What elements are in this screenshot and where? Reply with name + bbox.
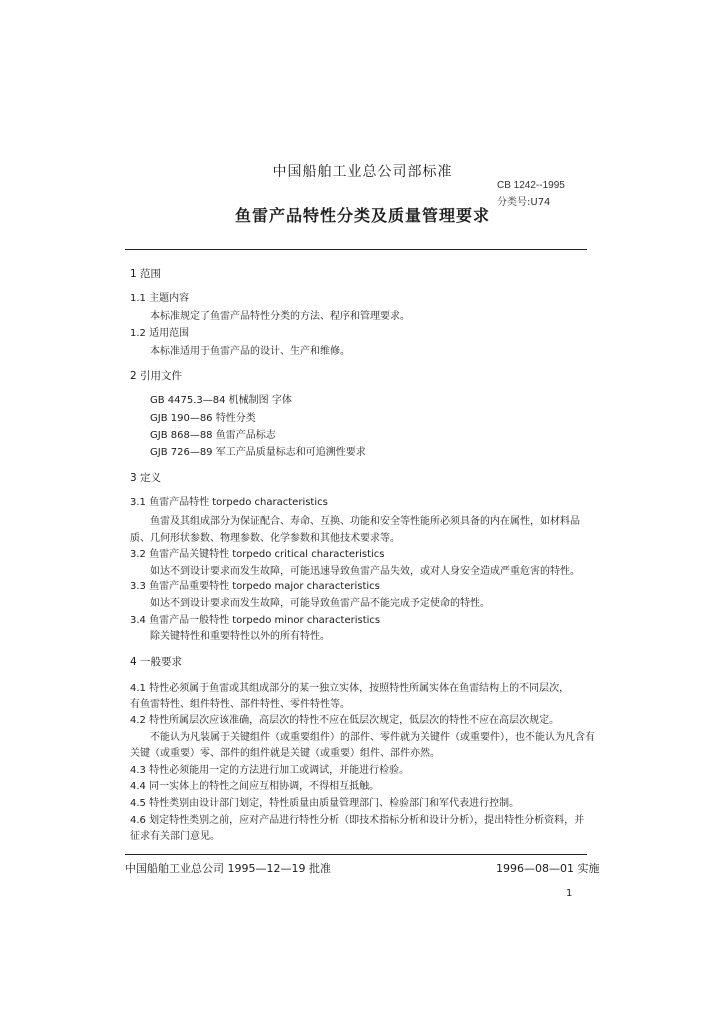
section-heading: 2 引用文件 [130, 370, 183, 382]
paragraph-line: 4.4 同一实体上的特性之间应互相协调，不得相互抵触。 [130, 781, 380, 792]
definition-heading: 3.1 鱼雷产品特性 torpedo characteristics [130, 497, 328, 508]
effective-date: 1996—08—01 实施 [496, 862, 600, 875]
paragraph-line: 有鱼雷特性、组件特性、部件特性、零件特性等。 [130, 699, 350, 710]
paragraph-line: 本标准规定了鱼雷产品特性分类的方法、程序和管理要求。 [150, 311, 410, 322]
paragraph-line: 如达不到设计要求而发生故障，可能迅速导致鱼雷产品失效，或对人身安全造成严重危害的特性。 [150, 566, 580, 577]
paragraph-line: 如达不到设计要求而发生故障，可能导致鱼雷产品不能完成予定使命的特性。 [150, 598, 490, 609]
standard-number: CB 1242--1995 [497, 180, 565, 191]
subsection-heading: 1.2 适用范围 [130, 328, 190, 339]
paragraph-line: 4.2 特性所属层次应该准确，高层次的特性不应在低层次规定，低层次的特性不应在高层次规定。 [130, 715, 560, 726]
subsection-heading: 1.1 主题内容 [130, 293, 190, 304]
definition-heading: 3.4 鱼雷产品一般特性 torpedo minor characteristics [130, 615, 381, 626]
page-number: 1 [566, 888, 573, 899]
reference-item: GJB 190—86 特性分类 [150, 413, 256, 424]
issuing-organization: 中国船舶工业总公司部标准 [272, 164, 453, 180]
paragraph-line: 质、几何形状参数、物理参数、化学参数和其他技术要求等。 [130, 533, 400, 544]
paragraph-line: 4.3 特性必须能用一定的方法进行加工或调试，并能进行检验。 [130, 765, 410, 776]
section-heading: 4 一般要求 [130, 656, 183, 668]
approval-date: 中国船舶工业总公司 1995—12—19 批准 [125, 862, 331, 875]
paragraph-line: 不能认为凡装属于关键组件（或重要组件）的部件、零件就为关键件（或重要件），也不能认为凡含有 [150, 732, 595, 743]
footer-divider [125, 854, 587, 855]
paragraph-line: 征求有关部门意见。 [130, 831, 220, 842]
paragraph-line: 鱼雷及其组成部分为保证配合、寿命、互换、功能和安全等性能所必须具备的内在属性，如材料品 [150, 516, 580, 527]
paragraph-line: 4.5 特性类别由设计部门划定，特性质量由质量管理部门、检验部门和军代表进行控制。 [130, 798, 520, 809]
reference-item: GJB 726—89 军工产品质量标志和可追溯性要求 [150, 447, 366, 458]
paragraph-line: 本标准适用于鱼雷产品的设计、生产和维修。 [150, 346, 350, 357]
classification-number: 分类号:U74 [497, 197, 551, 208]
definition-heading: 3.2 鱼雷产品关键特性 torpedo critical characteristics [130, 549, 385, 560]
document-title: 鱼雷产品特性分类及质量管理要求 [234, 206, 490, 225]
reference-item: GB 4475.3—84 机械制图 字体 [150, 395, 292, 406]
paragraph-line: 4.6 划定特性类别之前，应对产品进行特性分析（即技术指标分析和设计分析），提出特性分析资料，并 [130, 815, 585, 826]
section-heading: 3 定义 [130, 472, 162, 484]
section-heading: 1 范围 [130, 268, 162, 280]
reference-item: GJB 868—88 鱼雷产品标志 [150, 430, 276, 441]
paragraph-line: 4.1 特性必须属于鱼雷或其组成部分的某一独立实体，按照特性所属实体在鱼雷结构上的不同层次， [130, 683, 570, 694]
header-divider [125, 249, 587, 250]
paragraph-line: 除关键特性和重要特性以外的所有特性。 [150, 631, 330, 642]
paragraph-line: 关键（或重要）零、部件的组件就是关键（或重要）组件、部件亦然。 [130, 748, 440, 759]
definition-heading: 3.3 鱼雷产品重要特性 torpedo major characteristics [130, 581, 380, 592]
